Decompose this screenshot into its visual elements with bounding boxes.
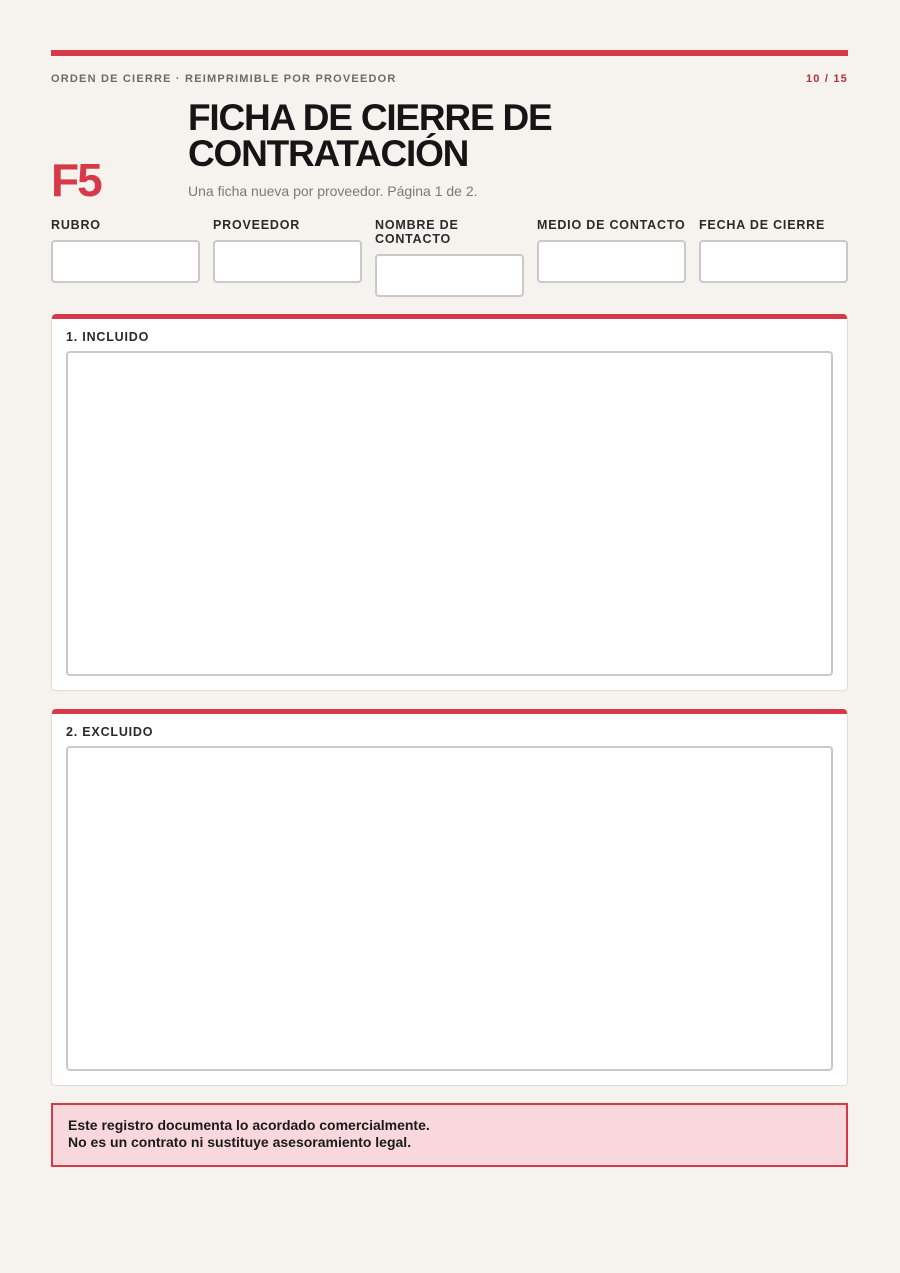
medio-contacto-input[interactable] — [537, 240, 686, 283]
field-label: NOMBRE DE CONTACTO — [375, 218, 459, 246]
field-medio-contacto — [537, 218, 686, 283]
section-incluido — [51, 314, 848, 691]
field-rubro — [51, 218, 200, 283]
section-title: 1. INCLUIDO — [66, 330, 150, 344]
nombre-contacto-input[interactable] — [375, 254, 524, 297]
page-counter: 10 / 15 — [805, 73, 848, 85]
field-label: FECHA DE CIERRE — [699, 218, 826, 232]
header-meta — [51, 73, 848, 85]
field-label: MEDIO DE CONTACTO — [537, 218, 686, 232]
excluido-textarea[interactable] — [66, 746, 833, 1071]
notice-line: Este registro documenta lo acordado comercialmente. — [68, 1117, 430, 1133]
field-fecha-cierre — [699, 218, 848, 283]
section-accent-bar — [52, 314, 847, 319]
form-code: F5 — [51, 154, 101, 206]
field-proveedor — [213, 218, 362, 283]
top-accent-bar — [51, 50, 848, 56]
rubro-input[interactable] — [51, 240, 200, 283]
legal-notice — [51, 1103, 848, 1167]
field-label: RUBRO — [51, 218, 101, 232]
field-label: PROVEEDOR — [213, 218, 301, 232]
proveedor-input[interactable] — [213, 240, 362, 283]
section-title: 2. EXCLUIDO — [66, 725, 154, 739]
fecha-cierre-input[interactable] — [699, 240, 848, 283]
series-label: ORDEN DE CIERRE · REIMPRIMIBLE POR PROVEEDOR — [51, 73, 397, 85]
page-title: FICHA DE CIERRE DE CONTRATACIÓN — [188, 97, 552, 174]
section-excluido — [51, 709, 848, 1086]
notice-line: No es un contrato ni sustituye asesoramiento legal. — [68, 1134, 412, 1150]
field-nombre-contacto — [375, 218, 524, 297]
section-accent-bar — [52, 709, 847, 714]
incluido-textarea[interactable] — [66, 351, 833, 676]
page-subtitle: Una ficha nueva por proveedor. Página 1 de 2. — [188, 183, 478, 199]
